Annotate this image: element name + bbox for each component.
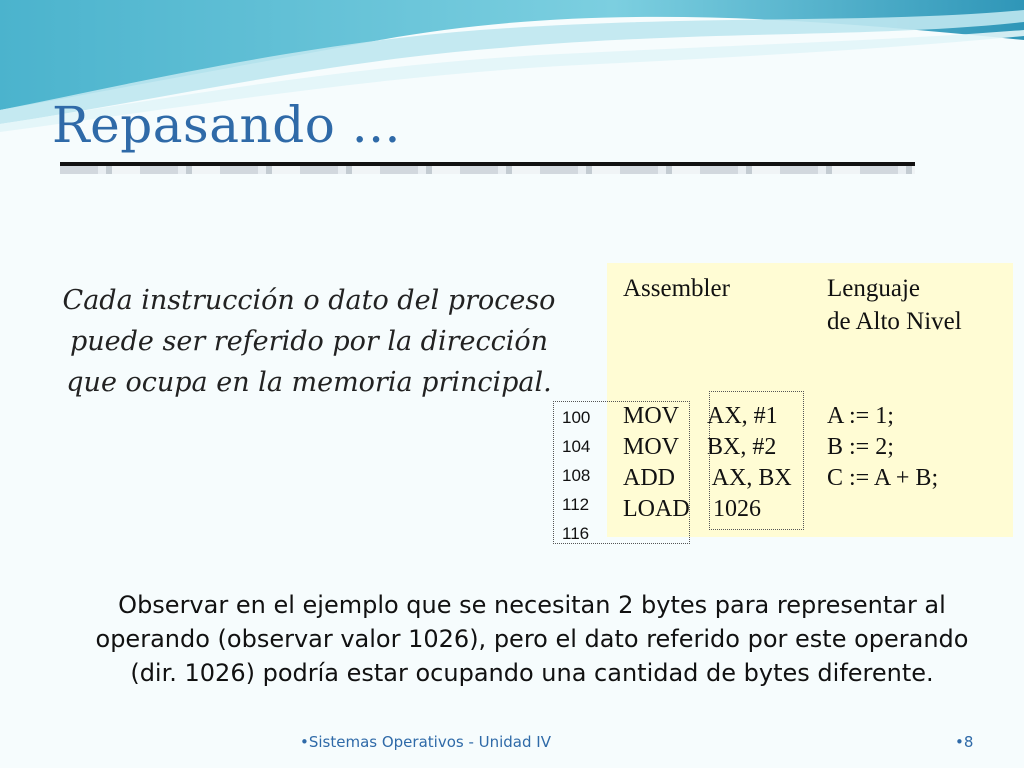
slide-title: Repasando ... (52, 96, 401, 154)
header-highlevel-line1: Lenguaje (827, 275, 921, 302)
observation-note: Observar en el ejemplo que se necesitan 2 bytes para representar al operando (observar valor 1026), pero el dato referido por este operando (dir. 1026) podría estar ocupando una cantidad de bytes diferente. (95, 591, 969, 687)
operand-dotted-box (709, 391, 804, 530)
highlevel-statement: C := A + B; (827, 465, 939, 491)
highlevel-statement: B := 2; (827, 434, 894, 460)
mnemonic: LOAD (623, 496, 690, 522)
memory-address: 104 (562, 437, 591, 456)
intro-text: Cada instrucción o dato del proceso puede ser referido por la dirección que ocupa en la memoria principal. (62, 285, 556, 398)
title-underline-strip (60, 166, 915, 174)
mnemonic: MOV (623, 403, 680, 429)
memory-address: 100 (562, 408, 591, 427)
operand: AX, #1 (707, 403, 778, 429)
header-highlevel-line2: de Alto Nivel (827, 308, 962, 335)
memory-address: 108 (562, 466, 591, 485)
operand: 1026 (707, 496, 761, 522)
mnemonic: ADD (623, 465, 675, 491)
mnemonic: MOV (623, 434, 680, 460)
footer-slide-number: •8 (955, 733, 974, 751)
header-assembler: Assembler (623, 275, 730, 302)
operand: BX, #2 (707, 434, 777, 460)
highlevel-statement: A := 1; (827, 403, 894, 429)
address-column (562, 403, 590, 548)
footer-course: •Sistemas Operativos - Unidad IV (300, 733, 551, 751)
highlevel-column (827, 401, 938, 494)
memory-address: 112 (562, 495, 590, 514)
memory-address: 116 (562, 524, 590, 543)
operand: AX, BX (707, 465, 792, 491)
